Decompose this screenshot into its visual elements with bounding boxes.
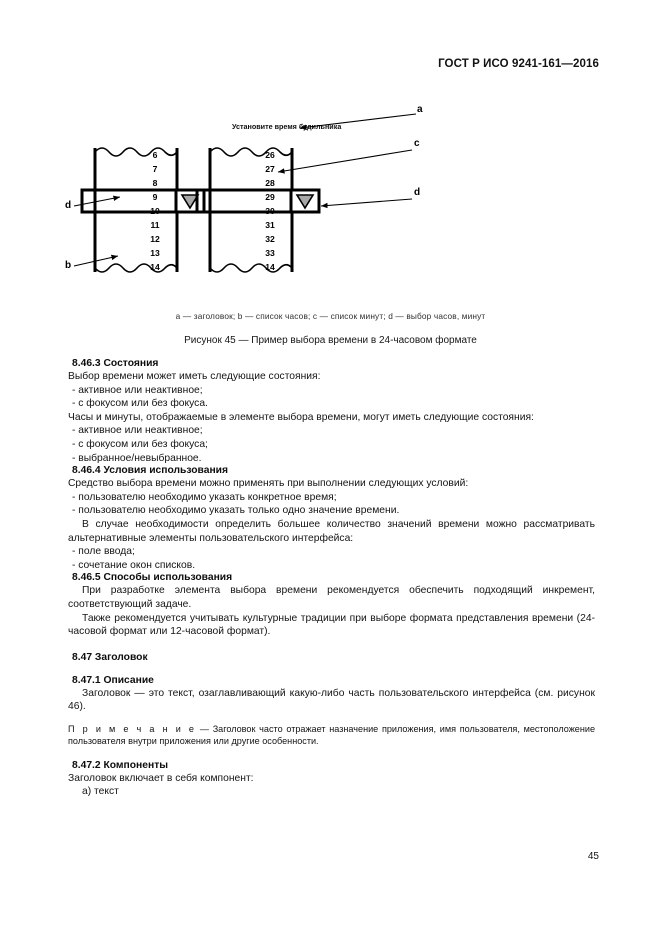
list-item: - с фокусом или без фокуса. (72, 398, 208, 410)
svg-text:26: 26 (265, 150, 275, 160)
figure-dialog-title: Установите время будильника (232, 122, 342, 131)
para-8-46-3-lead2: Часы и минуты, отображаемые в элементе выбора времени, могут иметь следующие состояния: (68, 411, 534, 423)
list-8-46-3-states1 (68, 384, 595, 411)
list-8-46-3-states2 (68, 424, 595, 465)
svg-text:29: 29 (265, 192, 275, 202)
heading-8-46-5: 8.46.5 Способы использования (72, 572, 233, 584)
list-item: - поле ввода; (72, 546, 135, 558)
figure-45 (62, 100, 599, 346)
callout-label-d-left: d (65, 200, 72, 211)
heading-8-46-3: 8.46.3 Состояния (72, 358, 159, 369)
list-item: - пользователю необходимо указать только одно значение времени. (72, 505, 400, 517)
svg-text:14: 14 (150, 262, 160, 272)
para-8-47-2-lead: Заголовок включает в себя компонент: (68, 772, 254, 784)
svg-text:9: 9 (152, 192, 158, 202)
minutes-list-column[interactable] (210, 148, 292, 272)
svg-text:32: 32 (265, 234, 275, 244)
svg-text:13: 13 (150, 248, 160, 258)
svg-text:31: 31 (265, 220, 275, 230)
time-picker-illustration (62, 100, 599, 305)
list-item: - с фокусом или без фокуса; (72, 438, 208, 450)
page-number: 45 (587, 851, 599, 862)
list-item: - активное или неактивное; (72, 425, 203, 437)
para-8-46-5-first: При разработке элемента выбора времени рекомендуется обеспечить подходящий инкремент, соответствующий задаче. (68, 585, 595, 610)
figure-caption: Рисунок 45 — Пример выбора времени в 24-часовом формате (184, 335, 477, 346)
list-item: - активное или неактивное; (72, 384, 203, 396)
list-8-46-4-conditions (68, 491, 595, 518)
heading-8-47-2: 8.47.2 Компоненты (72, 759, 169, 771)
note-8-47-1 (68, 723, 595, 748)
para-8-46-3-lead1: Выбор времени может иметь следующие состояния: (68, 371, 321, 382)
svg-text:27: 27 (265, 164, 275, 174)
note-body: — Заголовок часто отражает назначение приложения, имя пользователя, местоположение пользователя внутри приложения или другие особенности. (68, 723, 595, 747)
list-item: - выбранное/невыбранное. (72, 452, 202, 464)
svg-text:12: 12 (150, 234, 160, 244)
callout-label-a: a (417, 104, 423, 115)
heading-8-47-1: 8.47.1 Описание (72, 674, 154, 686)
para-8-47-1: Заголовок — это текст, озаглавливающий какую-либо часть пользовательского интерфейса (см. рисунок 46). (68, 687, 595, 713)
list-8-46-4-alternatives (68, 545, 595, 572)
para-8-46-4-alternatives: В случае необходимости определить большее количество значений времени можно рассматривать альтернативные элементы пользовательского интерфейса: (68, 518, 595, 544)
callout-label-d-right: d (414, 187, 421, 198)
svg-text:28: 28 (265, 178, 275, 188)
document-header-standard-number: ГОСТ Р ИСО 9241-161—2016 (438, 58, 599, 70)
figure-legend: a — заголовок; b — список часов; c — список минут; d — выбор часов, минут (175, 311, 486, 321)
callout-leader-a (300, 114, 416, 128)
svg-text:6: 6 (152, 150, 158, 160)
note-label: П р и м е ч а н и е (68, 723, 197, 734)
para-8-46-5-second: Также рекомендуется учитывать культурные традиции при выборе формата представления времени (24-часовой формат или 12-часовой формат). (68, 612, 595, 638)
svg-text:14: 14 (265, 262, 275, 272)
para-8-46-4-lead: Средство выбора времени можно применять при выполнении следующих условий: (68, 478, 469, 490)
hours-list-column[interactable] (95, 148, 177, 272)
callout-leader-c (278, 150, 412, 172)
svg-text:8: 8 (152, 178, 158, 188)
callout-label-c: c (414, 138, 420, 149)
heading-8-47: 8.47 Заголовок (72, 651, 148, 663)
svg-text:7: 7 (152, 164, 158, 174)
minutes-selection-field[interactable] (197, 190, 319, 212)
callout-label-b: b (65, 260, 72, 271)
heading-8-46-4: 8.46.4 Условия использования (72, 465, 229, 477)
list-item-a: a) текст (82, 786, 119, 798)
svg-text:30: 30 (265, 206, 275, 216)
svg-text:33: 33 (265, 248, 275, 258)
svg-text:10: 10 (150, 206, 160, 216)
figure-45-canvas (62, 100, 599, 305)
list-item: - пользователю необходимо указать конкретное время; (72, 491, 337, 503)
list-item: - сочетание окон списков. (72, 559, 196, 571)
svg-text:11: 11 (150, 220, 160, 230)
callout-leader-d-right (321, 199, 412, 206)
document-body (68, 358, 595, 799)
